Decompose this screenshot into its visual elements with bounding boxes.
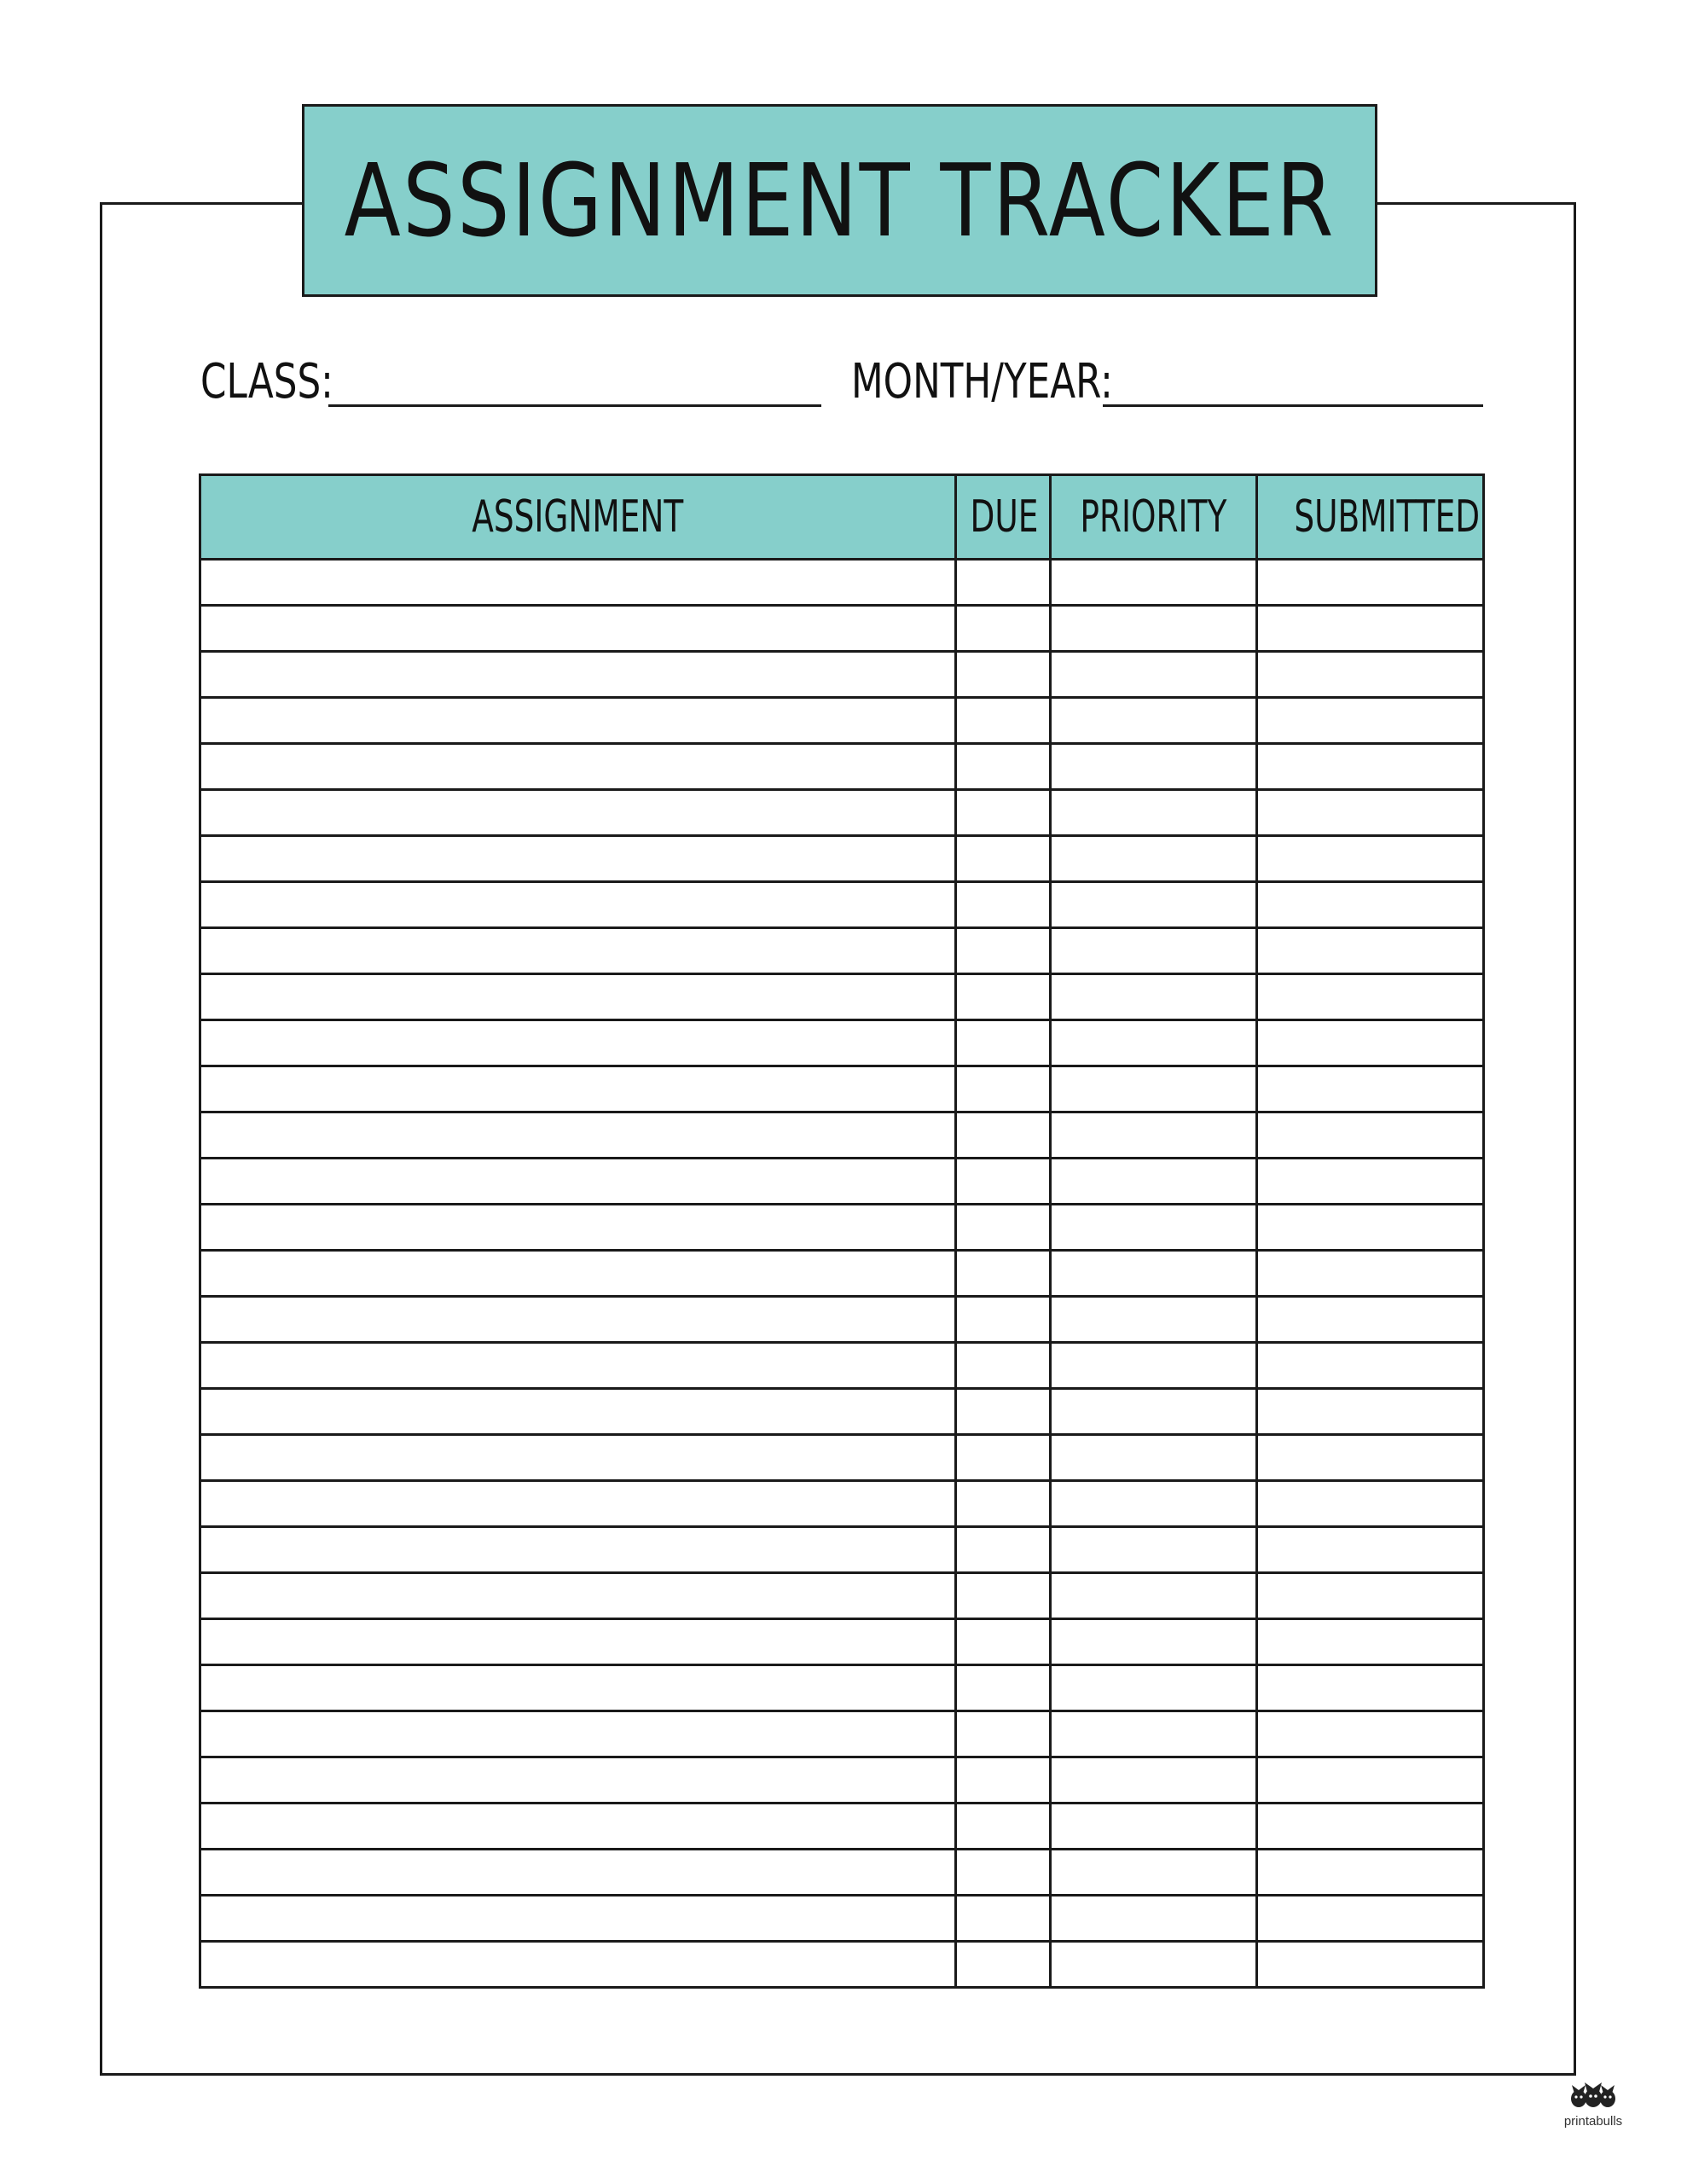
cell-assignment[interactable]: [200, 1481, 956, 1527]
cell-due[interactable]: [956, 1850, 1051, 1896]
cell-due[interactable]: [956, 560, 1051, 606]
page-title: ASSIGNMENT TRACKER: [344, 142, 1336, 259]
cell-due[interactable]: [956, 652, 1051, 698]
table-row: [200, 1389, 1484, 1435]
cell-submitted[interactable]: [1257, 1665, 1484, 1711]
cell-assignment[interactable]: [200, 1112, 956, 1159]
cell-priority[interactable]: [1051, 1850, 1257, 1896]
cell-assignment[interactable]: [200, 1159, 956, 1205]
cell-priority[interactable]: [1051, 1942, 1257, 1988]
table-row: [200, 606, 1484, 652]
table-row: [200, 1527, 1484, 1573]
cell-priority[interactable]: [1051, 1435, 1257, 1481]
assignment-table: [199, 473, 1485, 1989]
table-header-row: [200, 475, 1484, 560]
cell-assignment[interactable]: [200, 1850, 956, 1896]
cell-submitted[interactable]: [1257, 1896, 1484, 1942]
cell-submitted[interactable]: [1257, 744, 1484, 790]
cell-due[interactable]: [956, 1619, 1051, 1665]
bulldog-logo-icon: [1569, 2082, 1617, 2111]
cell-assignment[interactable]: [200, 1020, 956, 1066]
cell-priority[interactable]: [1051, 1804, 1257, 1850]
cell-assignment[interactable]: [200, 1389, 956, 1435]
brand-name: printabulls: [1563, 2114, 1623, 2129]
month-year-label: MONTH/YEAR:: [851, 354, 1113, 410]
cell-submitted[interactable]: [1257, 974, 1484, 1020]
cell-priority[interactable]: [1051, 1343, 1257, 1389]
cell-assignment[interactable]: [200, 698, 956, 744]
table-row: [200, 560, 1484, 606]
column-header-assignment: ASSIGNMENT: [200, 475, 956, 560]
cell-submitted[interactable]: [1257, 1711, 1484, 1757]
cell-submitted[interactable]: [1257, 698, 1484, 744]
table-row: [200, 1112, 1484, 1159]
cell-priority[interactable]: [1051, 1896, 1257, 1942]
cell-assignment[interactable]: [200, 1297, 956, 1343]
table-row: [200, 698, 1484, 744]
table-row: [200, 1711, 1484, 1757]
table-row: [200, 1481, 1484, 1527]
cell-submitted[interactable]: [1257, 1481, 1484, 1527]
cell-assignment[interactable]: [200, 744, 956, 790]
cell-due[interactable]: [956, 1297, 1051, 1343]
table-row: [200, 1757, 1484, 1804]
table-row: [200, 744, 1484, 790]
cell-due[interactable]: [956, 1343, 1051, 1389]
table-row: [200, 1205, 1484, 1251]
cell-submitted[interactable]: [1257, 1804, 1484, 1850]
cell-assignment[interactable]: [200, 1757, 956, 1804]
table-row: [200, 790, 1484, 836]
table-row: [200, 1343, 1484, 1389]
cell-due[interactable]: [956, 974, 1051, 1020]
cell-due[interactable]: [956, 1573, 1051, 1619]
cell-due[interactable]: [956, 1066, 1051, 1112]
cell-priority[interactable]: [1051, 836, 1257, 882]
cell-priority[interactable]: [1051, 1205, 1257, 1251]
cell-due[interactable]: [956, 928, 1051, 974]
cell-priority[interactable]: [1051, 1389, 1257, 1435]
cell-priority[interactable]: [1051, 1481, 1257, 1527]
cell-assignment[interactable]: [200, 1619, 956, 1665]
cell-due[interactable]: [956, 1896, 1051, 1942]
cell-due[interactable]: [956, 744, 1051, 790]
cell-assignment[interactable]: [200, 606, 956, 652]
cell-submitted[interactable]: [1257, 1066, 1484, 1112]
cell-priority[interactable]: [1051, 744, 1257, 790]
cell-assignment[interactable]: [200, 1066, 956, 1112]
cell-submitted[interactable]: [1257, 790, 1484, 836]
cell-due[interactable]: [956, 836, 1051, 882]
cell-priority[interactable]: [1051, 1757, 1257, 1804]
cell-assignment[interactable]: [200, 1942, 956, 1988]
cell-assignment[interactable]: [200, 652, 956, 698]
cell-assignment[interactable]: [200, 790, 956, 836]
table-row: [200, 1297, 1484, 1343]
table-row: [200, 1896, 1484, 1942]
table-row: [200, 882, 1484, 928]
cell-due[interactable]: [956, 606, 1051, 652]
cell-submitted[interactable]: [1257, 1757, 1484, 1804]
table-row: [200, 836, 1484, 882]
cell-submitted[interactable]: [1257, 1573, 1484, 1619]
cell-due[interactable]: [956, 1804, 1051, 1850]
cell-due[interactable]: [956, 698, 1051, 744]
cell-priority[interactable]: [1051, 1020, 1257, 1066]
cell-priority[interactable]: [1051, 1112, 1257, 1159]
cell-submitted[interactable]: [1257, 1619, 1484, 1665]
cell-due[interactable]: [956, 1159, 1051, 1205]
cell-assignment[interactable]: [200, 928, 956, 974]
cell-assignment[interactable]: [200, 1527, 956, 1573]
cell-submitted[interactable]: [1257, 1297, 1484, 1343]
table-row: [200, 1665, 1484, 1711]
cell-due[interactable]: [956, 1481, 1051, 1527]
cell-assignment[interactable]: [200, 1711, 956, 1757]
title-banner: [302, 104, 1377, 297]
cell-priority[interactable]: [1051, 974, 1257, 1020]
cell-submitted[interactable]: [1257, 1942, 1484, 1988]
table-row: [200, 1573, 1484, 1619]
cell-priority[interactable]: [1051, 606, 1257, 652]
cell-due[interactable]: [956, 1665, 1051, 1711]
table-row: [200, 1942, 1484, 1988]
cell-submitted[interactable]: [1257, 1527, 1484, 1573]
class-label: CLASS:: [200, 354, 333, 410]
cell-assignment[interactable]: [200, 1435, 956, 1481]
month-year-input-line[interactable]: [1103, 404, 1483, 407]
cell-priority[interactable]: [1051, 1159, 1257, 1205]
cell-priority[interactable]: [1051, 1066, 1257, 1112]
cell-submitted[interactable]: [1257, 882, 1484, 928]
table-row: [200, 928, 1484, 974]
cell-submitted[interactable]: [1257, 652, 1484, 698]
table-row: [200, 974, 1484, 1020]
table-row: [200, 1159, 1484, 1205]
cell-assignment[interactable]: [200, 836, 956, 882]
table-row: [200, 1435, 1484, 1481]
cell-due[interactable]: [956, 1251, 1051, 1297]
cell-submitted[interactable]: [1257, 836, 1484, 882]
cell-assignment[interactable]: [200, 882, 956, 928]
column-header-priority: PRIORITY: [1051, 475, 1257, 560]
cell-priority[interactable]: [1051, 560, 1257, 606]
cell-assignment[interactable]: [200, 1205, 956, 1251]
cell-submitted[interactable]: [1257, 1435, 1484, 1481]
cell-priority[interactable]: [1051, 1665, 1257, 1711]
cell-submitted[interactable]: [1257, 1205, 1484, 1251]
cell-assignment[interactable]: [200, 974, 956, 1020]
cell-priority[interactable]: [1051, 1251, 1257, 1297]
class-input-line[interactable]: [328, 404, 821, 407]
cell-due[interactable]: [956, 1711, 1051, 1757]
cell-priority[interactable]: [1051, 652, 1257, 698]
cell-priority[interactable]: [1051, 1297, 1257, 1343]
cell-due[interactable]: [956, 1757, 1051, 1804]
cell-submitted[interactable]: [1257, 1251, 1484, 1297]
cell-submitted[interactable]: [1257, 1112, 1484, 1159]
brand-logo: [1551, 2082, 1636, 2128]
table-row: [200, 1850, 1484, 1896]
cell-submitted[interactable]: [1257, 606, 1484, 652]
cell-priority[interactable]: [1051, 1619, 1257, 1665]
cell-assignment[interactable]: [200, 1804, 956, 1850]
cell-assignment[interactable]: [200, 1665, 956, 1711]
cell-priority[interactable]: [1051, 1711, 1257, 1757]
cell-priority[interactable]: [1051, 790, 1257, 836]
cell-assignment[interactable]: [200, 1573, 956, 1619]
cell-assignment[interactable]: [200, 1896, 956, 1942]
cell-priority[interactable]: [1051, 882, 1257, 928]
cell-submitted[interactable]: [1257, 1389, 1484, 1435]
table-row: [200, 1804, 1484, 1850]
cell-submitted[interactable]: [1257, 928, 1484, 974]
cell-assignment[interactable]: [200, 1251, 956, 1297]
column-header-submitted: SUBMITTED: [1257, 475, 1484, 560]
cell-submitted[interactable]: [1257, 1020, 1484, 1066]
table-row: [200, 652, 1484, 698]
cell-submitted[interactable]: [1257, 1850, 1484, 1896]
cell-due[interactable]: [956, 1527, 1051, 1573]
cell-submitted[interactable]: [1257, 1159, 1484, 1205]
cell-assignment[interactable]: [200, 1343, 956, 1389]
cell-assignment[interactable]: [200, 560, 956, 606]
cell-priority[interactable]: [1051, 928, 1257, 974]
cell-priority[interactable]: [1051, 1527, 1257, 1573]
table-row: [200, 1020, 1484, 1066]
cell-due[interactable]: [956, 1435, 1051, 1481]
cell-due[interactable]: [956, 1389, 1051, 1435]
cell-due[interactable]: [956, 790, 1051, 836]
cell-priority[interactable]: [1051, 1573, 1257, 1619]
cell-submitted[interactable]: [1257, 1343, 1484, 1389]
cell-due[interactable]: [956, 1205, 1051, 1251]
table-row: [200, 1251, 1484, 1297]
cell-due[interactable]: [956, 1020, 1051, 1066]
table-body: [200, 560, 1484, 1988]
cell-priority[interactable]: [1051, 698, 1257, 744]
cell-submitted[interactable]: [1257, 560, 1484, 606]
cell-due[interactable]: [956, 1942, 1051, 1988]
cell-due[interactable]: [956, 1112, 1051, 1159]
table-row: [200, 1619, 1484, 1665]
table-row: [200, 1066, 1484, 1112]
cell-due[interactable]: [956, 882, 1051, 928]
column-header-due: DUE: [956, 475, 1051, 560]
